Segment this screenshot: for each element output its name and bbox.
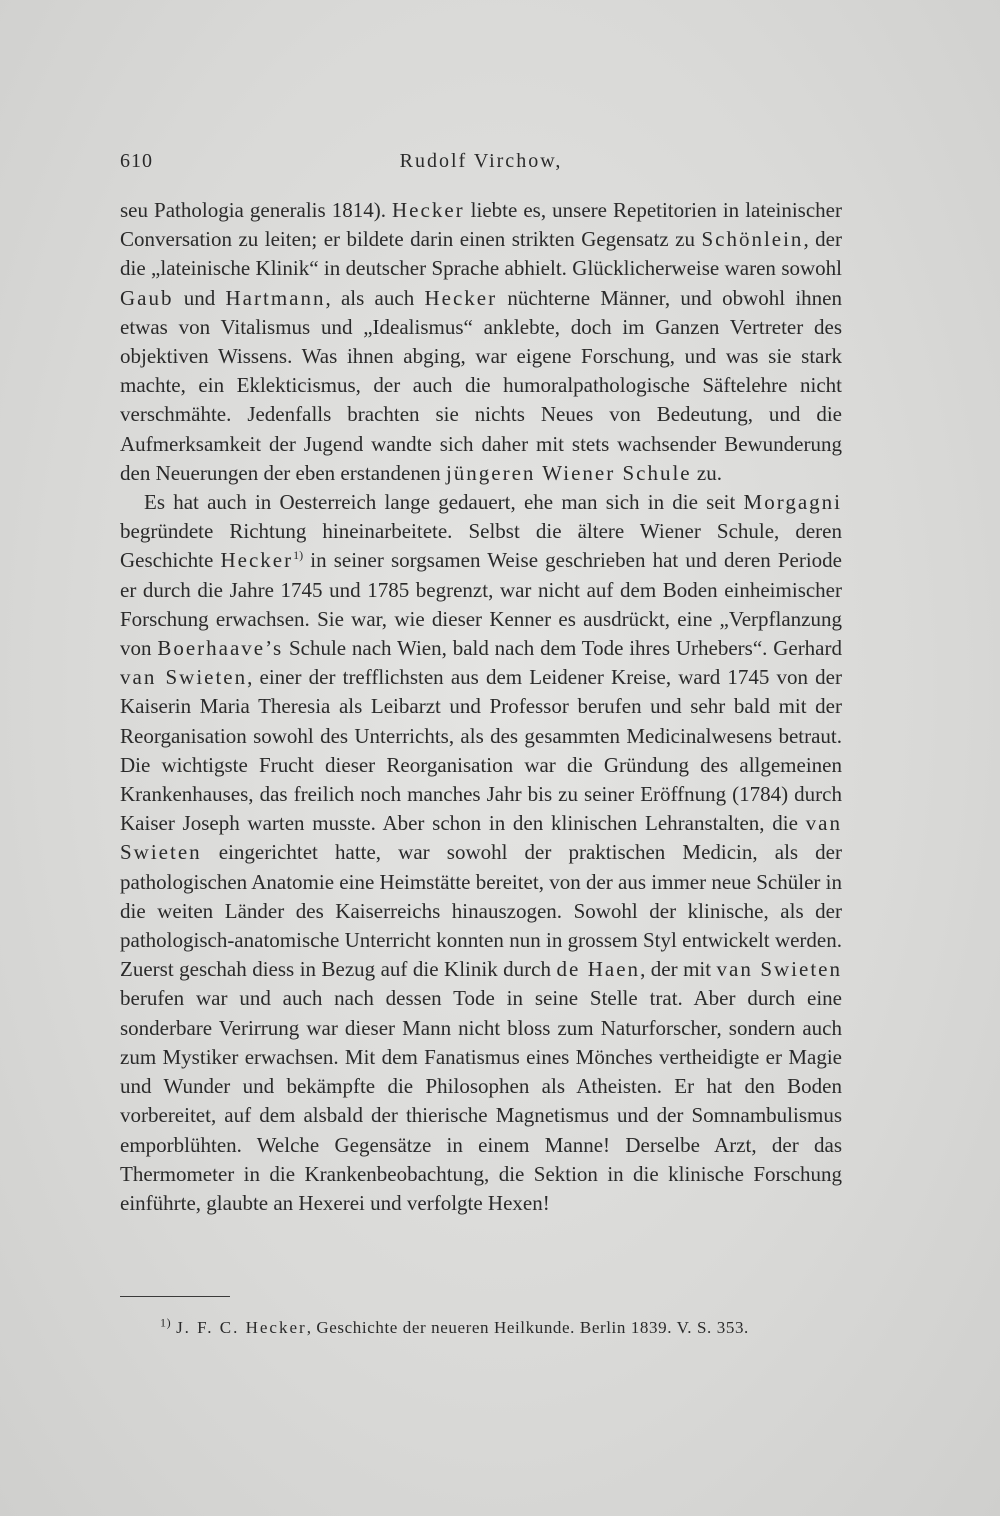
person-name: Hecker: [424, 285, 498, 310]
footnote-mark: 1): [160, 1315, 172, 1330]
text-run: nüchterne Männer, und obwohl ihnen etwas von Vitalismus und „Idealismus“ anklebte, doch im Ganzen Vertreter des objektiven Wissens. Was ihnen abging, war eigene Forschung, und was sie stark machte, ein Eklekticismus, der auch die humoralpathologische Säftelehre nicht verschmähte. Jedenfalls brachten sie nichts Neues von Bedeutung, und die Aufmerksamkeit der Jugend wandte sich daher mit stets wachsender Bewunderung den Neuerungen der eben erstandenen: [120, 285, 842, 485]
text-run: liebte es, unsere Repetitorien in lateinischer Conversation zu leiten; er bildete darin einen strikten Gegensatz zu: [120, 198, 842, 252]
person-name: Gaub: [120, 285, 174, 310]
person-name: Schönlein: [701, 227, 804, 252]
running-title: Rudolf Virchow,: [399, 150, 563, 172]
person-name: van Swieten: [716, 957, 842, 982]
text-run: , der mit: [640, 957, 717, 982]
school-name: jüngeren Wiener Schule: [445, 460, 692, 485]
text-run: Schule nach Wien, bald nach dem Tode ihres Urhebers“. Gerhard: [283, 636, 843, 661]
person-name: de Haen: [556, 957, 641, 982]
footnote-author: J. F. C. Hecker: [176, 1318, 307, 1337]
person-name: Boerhaave’s: [157, 636, 284, 661]
footnote-divider: [120, 1296, 230, 1297]
paragraph-2: [120, 488, 842, 1218]
text-run: Es hat auch in Oesterreich lange gedauert, ehe man sich in die seit: [144, 490, 744, 515]
page-number: 610: [120, 150, 153, 172]
person-name: Hartmann: [225, 285, 326, 310]
person-name: Morgagni: [743, 490, 842, 515]
text-run: , als auch: [325, 285, 425, 310]
text-run: , der die „lateinische Klinik“ in deutscher Sprache abhielt. Glücklicherweise waren sowohl: [120, 227, 842, 281]
person-name: Hecker: [220, 548, 294, 573]
person-name: van Swieten: [120, 665, 248, 690]
text-run: eingerichtet hatte, war sowohl der praktischen Medicin, als der pathologischen Anatomie eine Heimstätte bereitet, von der aus immer neue Schüler in die weiten Länder des Kaiserreichs hinauszogen. Sowohl der klinische, als der pathologisch-anatomische Unterricht konnten nun in grossem Styl entwickelt werden. Zuerst geschah diess in Bezug auf die Klinik durch: [120, 840, 842, 982]
text-run: berufen war und auch nach dessen Tode in seine Stelle trat. Aber durch eine sonderbare Verirrung war dieser Mann nicht bloss zum Naturforscher, sondern auch zum Mystiker erwachsen. Mit dem Fanatismus eines Mönches vertheidigte er Magie und Wunder und bekämpfte die Philosophen als Atheisten. Er hat den Boden vorbereitet, auf dem alsbald der thierische Magnetismus und der Somnambulismus emporblühten. Welche Gegensätze in einem Manne! Derselbe Arzt, der das Thermometer in die Krankenbeobachtung, die Sektion in die klinische Forschung einführte, glaubte an Hexerei und verfolgte Hexen!: [120, 986, 842, 1215]
footnote-text: , Geschichte der neueren Heilkunde. Berlin 1839. V. S. 353.: [306, 1318, 749, 1337]
text-run: seu Pathologia generalis 1814).: [120, 198, 393, 222]
text-run: begründete Richtung hineinarbeitete. Selbst die ältere Wiener Schule, deren Geschichte: [120, 519, 842, 573]
person-name: van Swieten: [120, 811, 842, 865]
footnote: [160, 1316, 850, 1340]
text-run: und: [173, 285, 226, 310]
running-head: [120, 150, 842, 180]
body-text: [120, 196, 842, 1218]
footnote-reference: 1): [293, 548, 304, 563]
text-run: , einer der trefflichsten aus dem Leidener Kreise, ward 1745 von der Kaiserin Maria Theresia als Leibarzt und Professor berufen und sehr bald mit der Reorganisation sowohl des Unterrichts, als des gesammten Medicinalwesens betraut. Die wichtigste Frucht dieser Reorganisation war die Gründung des allgemeinen Krankenhauses, das freilich noch manches Jahr bis zu seiner Eröffnung (1784) durch Kaiser Joseph warten musste. Aber schon in den klinischen Lehranstalten, die: [120, 665, 842, 836]
paragraph-1: [120, 196, 842, 488]
text-run: zu.: [691, 460, 722, 485]
person-name: Hecker: [392, 198, 465, 222]
text-run: in seiner sorgsamen Weise geschrieben hat und deren Periode er durch die Jahre 1745 und 1785 begrenzt, war nicht auf dem Boden einheimischer Forschung erwachsen. Sie war, wie dieser Kenner es ausdrückt, eine „Verpflanzung von: [120, 548, 842, 661]
